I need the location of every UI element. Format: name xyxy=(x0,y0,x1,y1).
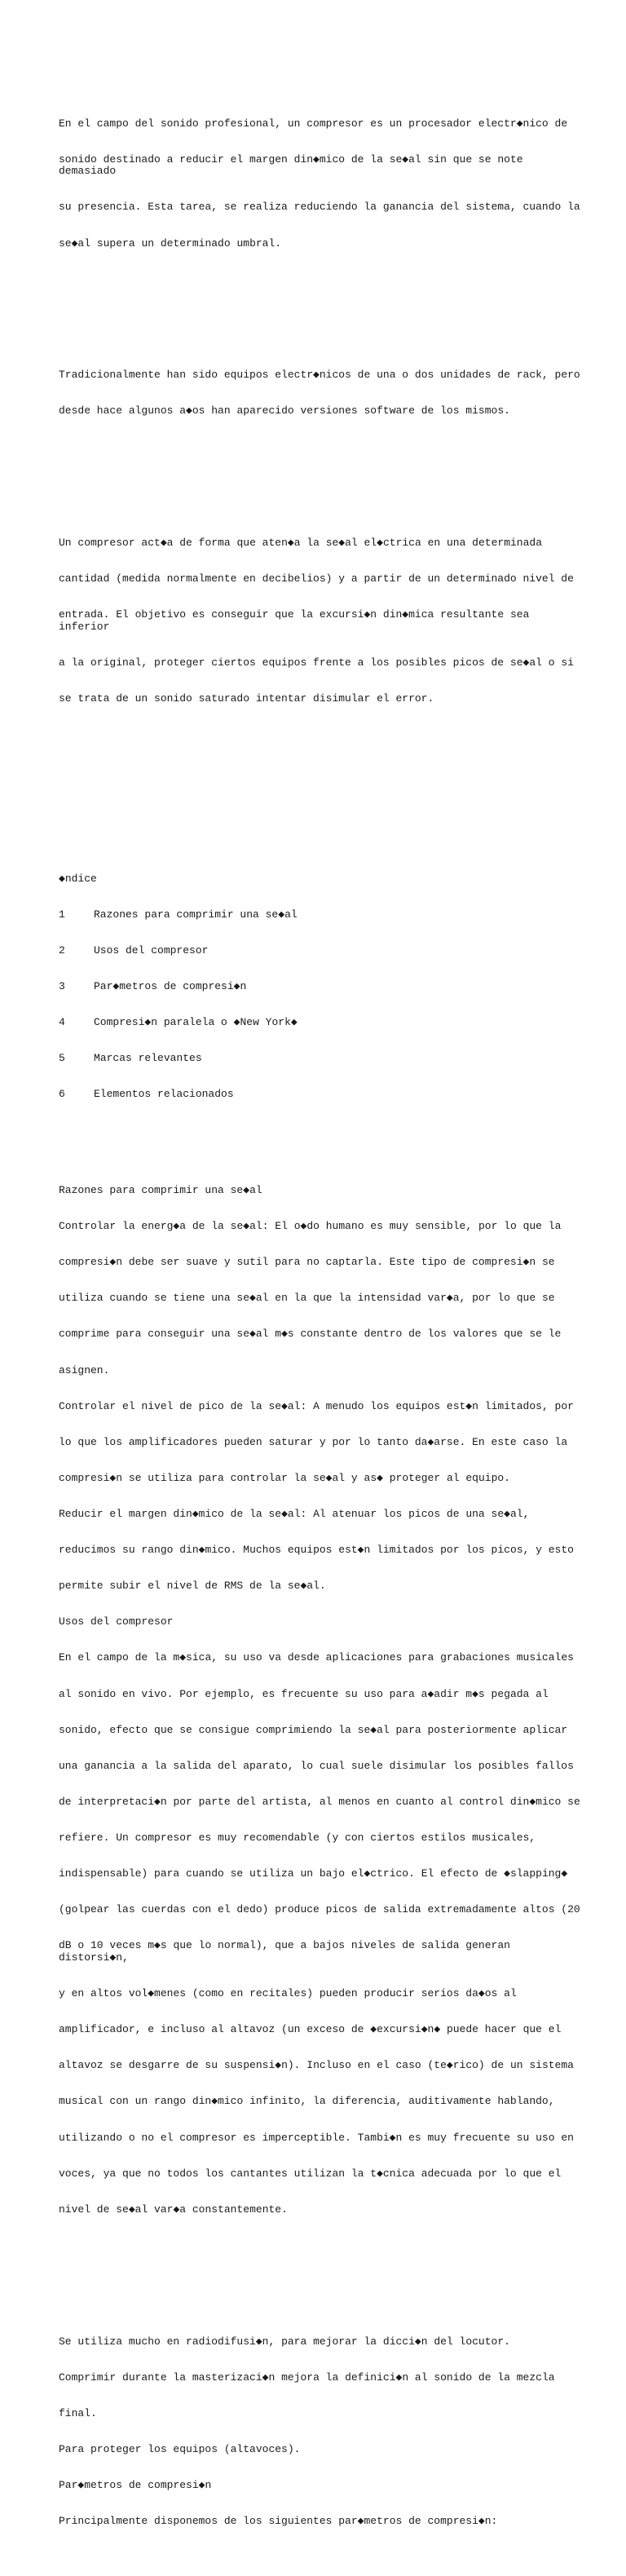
section-gap xyxy=(59,753,580,777)
toc-number: 1 xyxy=(59,908,65,921)
toc-number: 2 xyxy=(59,943,65,957)
text-line: amplificador, e incluso al altavoz (un exceso de ◆excursi◆n◆ puede hacer que el xyxy=(59,2023,562,2036)
text-line: Para proteger los equipos (altavoces). xyxy=(59,2442,301,2455)
history-paragraph xyxy=(59,346,580,442)
body-text xyxy=(59,1161,580,2240)
text-line: Comprimir durante la masterizaci◆n mejora la definici◆n al sonido de la mezcla xyxy=(59,2371,555,2384)
text-line: altavoz se desgarre de su suspensi◆n). Incluso en el caso (te◆rico) de un sistema xyxy=(59,2059,574,2072)
toc-number: 4 xyxy=(59,1016,65,1029)
text-line: y en altos vol◆menes (como en recitales) pueden producir serios da◆os al xyxy=(59,1987,517,2000)
toc-number: 3 xyxy=(59,980,65,993)
text-line: nivel de se◆al var◆a constantemente. xyxy=(59,2203,288,2216)
text-line: Reducir el margen din◆mico de la se◆al: Al atenuar los picos de una se◆al, xyxy=(59,1508,530,1521)
text-line: compresi◆n se utiliza para controlar la se◆al y as◆ proteger al equipo. xyxy=(59,1471,510,1484)
text-line: voces, ya que no todos los cantantes utilizan la t◆cnica adecuada por lo que el xyxy=(59,2167,562,2180)
toc-label: Elementos relacionados xyxy=(94,1088,234,1101)
text-line: comprime para conseguir una se◆al m◆s constante dentro de los valores que se le xyxy=(59,1328,562,1341)
text-line: Controlar la energ◆a de la se◆al: El o◆do humano es muy sensible, por lo que la xyxy=(59,1220,562,1233)
text-line: entrada. El objetivo es conseguir que la excursi◆n din◆mica resultante sea inferior xyxy=(59,608,536,634)
text-line: sonido, efecto que se consigue comprimiendo la se◆al para posteriormente aplicar xyxy=(59,1723,568,1736)
toc-item[interactable] xyxy=(59,1089,580,1101)
toc-label: Marcas relevantes xyxy=(94,1052,202,1065)
text-line: final. xyxy=(59,2406,97,2419)
text-line: Controlar el nivel de pico de la se◆al: A menudo los equipos est◆n limitados, por xyxy=(59,1399,574,1412)
text-line: indispensable) para cuando se utiliza un bajo el◆ctrico. El efecto de ◆slapping◆ xyxy=(59,1867,568,1880)
toc-number: 5 xyxy=(59,1052,65,1065)
text-line: sonido destinado a reducir el margen din◆mico de la se◆al sin que se note demasiado xyxy=(59,152,530,178)
text-line: refiere. Un compresor es muy recomendable (y con ciertos estilos musicales, xyxy=(59,1831,536,1844)
text-line: utiliza cuando se tiene una se◆al en la que la intensidad var◆a, por lo que se xyxy=(59,1292,555,1305)
text-line: Un compresor act◆a de forma que aten◆a la se◆al el◆ctrica en una determinada xyxy=(59,537,542,550)
text-line: su presencia. Esta tarea, se realiza reduciendo la ganancia del sistema, cuando la xyxy=(59,201,580,214)
table-of-contents xyxy=(59,849,580,1125)
section-heading: Razones para comprimir una se◆al xyxy=(59,1184,262,1197)
text-line: permite subir el nivel de RMS de la se◆al. xyxy=(59,1580,326,1593)
text-line: cantidad (medida normalmente en decibelios) y a partir de un determinado nivel de xyxy=(59,572,574,585)
toc-item[interactable] xyxy=(59,1053,580,1065)
text-line: Tradicionalmente han sido equipos electr◆nicos de una o dos unidades de rack, pero xyxy=(59,369,580,382)
text-line: compresi◆n debe ser suave y sutil para no captarla. Este tipo de compresi◆n se xyxy=(59,1256,555,1269)
paragraph-gap xyxy=(59,2264,580,2276)
toc-label: Compresi◆n paralela o ◆New York◆ xyxy=(94,1016,298,1029)
toc-number: 6 xyxy=(59,1088,65,1101)
intro-paragraph xyxy=(59,94,580,274)
text-line: una ganancia a la salida del aparato, lo cual suele disimular los posibles fallos xyxy=(59,1759,574,1772)
text-line: asignen. xyxy=(59,1363,110,1376)
section-heading: Usos del compresor xyxy=(59,1615,174,1628)
text-line: Se utiliza mucho en radiodifusi◆n, para mejorar la dicci◆n del locutor. xyxy=(59,2335,510,2348)
text-line: lo que los amplificadores pueden saturar y por lo tanto da◆arse. En este caso la xyxy=(59,1435,568,1448)
toc-label: Usos del compresor xyxy=(94,943,209,957)
toc-label: Par◆metros de compresi◆n xyxy=(94,980,247,993)
text-line: reducimos su rango din◆mico. Muchos equipos est◆n limitados por los picos, y esto xyxy=(59,1544,574,1557)
text-line: a la original, proteger ciertos equipos frente a los posibles picos de se◆al o si xyxy=(59,656,574,669)
text-line: utilizando o no el compresor es imperceptible. Tambi◆n es muy frecuente su uso en xyxy=(59,2131,574,2144)
paragraph-gap xyxy=(59,466,580,478)
toc-label: Razones para comprimir una se◆al xyxy=(94,908,298,921)
document-page xyxy=(59,58,580,2576)
toc-item[interactable] xyxy=(59,981,580,993)
text-line: se trata de un sonido saturado intentar disimular el error. xyxy=(59,692,434,705)
text-line: Principalmente disponemos de los siguientes par◆metros de compresi◆n: xyxy=(59,2515,498,2528)
toc-item[interactable] xyxy=(59,945,580,957)
text-line: dB o 10 veces m◆s que lo normal), que a bajos niveles de salida generan distorsi◆n, xyxy=(59,1939,517,1964)
text-line: musical con un rango din◆mico infinito, la diferencia, auditivamente hablando, xyxy=(59,2095,555,2108)
text-line: desde hace algunos a◆os han aparecido versiones software de los mismos. xyxy=(59,404,510,418)
tail-text xyxy=(59,2312,580,2552)
section-heading: Par◆metros de compresi◆n xyxy=(59,2478,212,2491)
toc-title: ◆ndice xyxy=(59,872,97,885)
section-gap xyxy=(59,802,580,814)
text-line: se◆al supera un determinado umbral. xyxy=(59,236,282,250)
text-line: (golpear las cuerdas con el dedo) produce picos de salida extremadamente altos (20 xyxy=(59,1903,580,1916)
paragraph-gap xyxy=(59,298,580,310)
toc-item[interactable] xyxy=(59,1017,580,1029)
text-line: En el campo del sonido profesional, un compresor es un procesador electr◆nico de xyxy=(59,117,568,130)
definition-paragraph xyxy=(59,514,580,730)
toc-item[interactable] xyxy=(59,909,580,921)
text-line: En el campo de la m◆sica, su uso va desde aplicaciones para grabaciones musicales xyxy=(59,1651,574,1664)
text-line: al sonido en vivo. Por ejemplo, es frecuente su uso para a◆adir m◆s pegada al xyxy=(59,1687,549,1700)
text-line: de interpretaci◆n por parte del artista, al menos en cuanto al control din◆mico se xyxy=(59,1795,580,1808)
